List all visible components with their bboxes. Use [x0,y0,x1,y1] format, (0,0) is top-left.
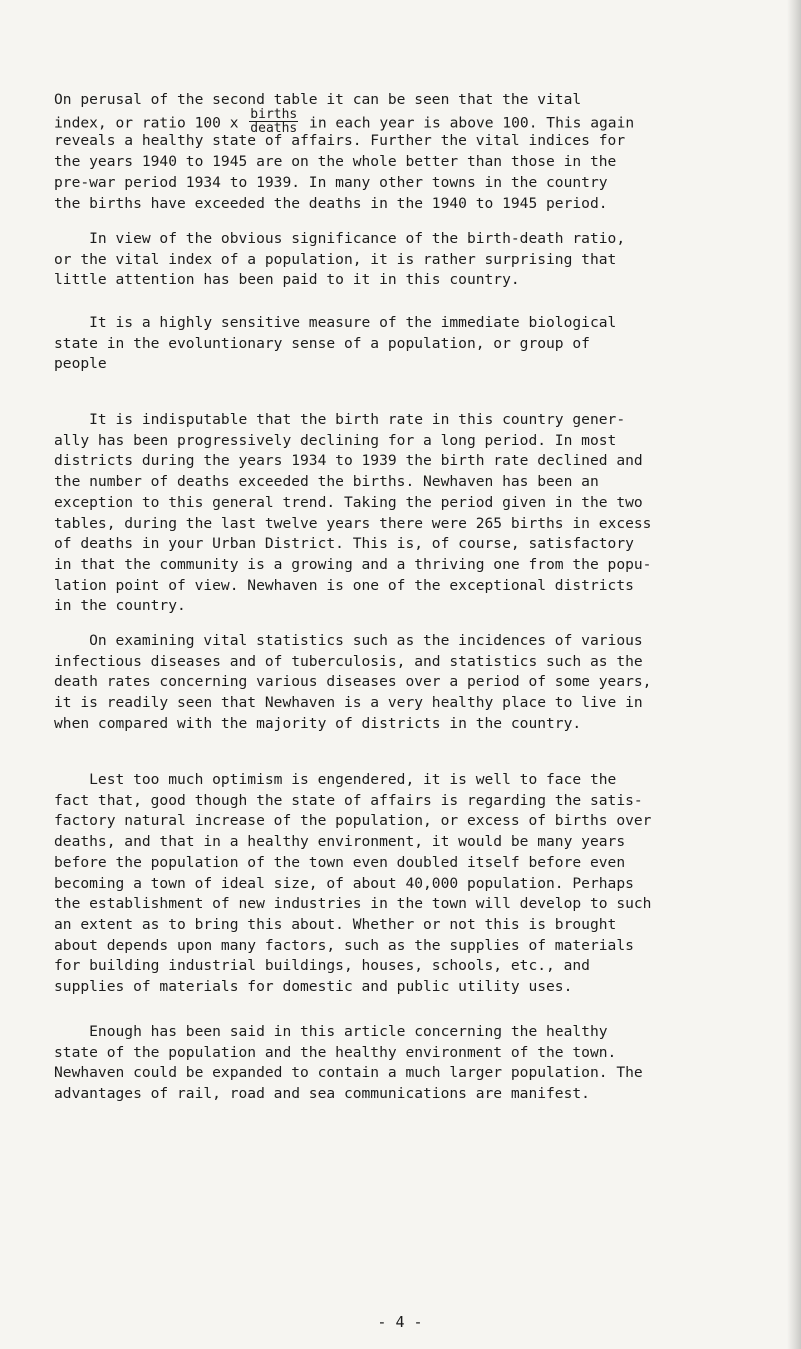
text-line: Lest too much optimism is engendered, it is well to face the [54,771,617,788]
text-line: for building industrial buildings, houses, schools, etc., and [54,957,590,975]
text-line: before the population of the town even doubled itself before even [54,853,626,871]
text-line: the years 1940 to 1945 are on the whole better than those in the [54,153,617,171]
paragraph-birth-rate [54,410,769,617]
text-line: becoming a town of ideal size, of about 40,000 population. Perhaps [54,874,634,892]
text-line: deaths, and that in a healthy environment, it would be many years [54,833,626,851]
text-line: state in the evoluntionary sense of a population, or group of [54,334,590,352]
text-line: tables, during the last twelve years there were 265 births in excess [54,514,652,532]
paragraph-optimism [54,770,769,998]
text-line: supplies of materials for domestic and public utility uses. [54,978,573,996]
text-line: Newhaven could be expanded to contain a much larger population. The [54,1064,643,1082]
paragraph-birth-death-ratio [54,229,769,291]
text-line: lation point of view. Newhaven is one of the exceptional districts [54,576,634,594]
text-line: In view of the obvious significance of the birth-death ratio, [54,230,626,247]
text-line: On examining vital statistics such as the incidences of various [54,632,643,649]
text-line: It is indisputable that the birth rate in this country gener- [54,411,626,428]
text-line: about depends upon many factors, such as the supplies of materials [54,936,634,954]
paragraph-vital-statistics [54,631,769,735]
text-line: fact that, good though the state of affairs is regarding the satis- [54,791,643,809]
text-line: of deaths in your Urban District. This is, of course, satisfactory [54,535,634,553]
text-line: On perusal of the second table it can be seen that the vital [54,91,582,108]
text-line: it is readily seen that Newhaven is a very healthy place to live in [54,694,643,712]
text-line: districts during the years 1934 to 1939 the birth rate declined and [54,452,643,470]
text-line: state of the population and the healthy environment of the town. [54,1043,617,1061]
text-line: little attention has been paid to it in this country. [54,271,520,289]
text-line: Enough has been said in this article concerning the healthy [54,1023,608,1040]
text-fragment: in each year is above 100. This again [300,114,635,132]
text-line: exception to this general trend. Taking the period given in the two [54,493,643,511]
text-line: in the country. [54,597,186,615]
text-line: death rates concerning various diseases over a period of some years, [54,673,652,691]
paragraph-vital-index [54,90,769,214]
text-line: people [54,355,107,373]
fraction-numerator: births [250,106,298,122]
text-line: factory natural increase of the population, or excess of births over [54,812,652,830]
text-line: ally has been progressively declining for a long period. In most [54,431,617,449]
text-line: reveals a healthy state of affairs. Further the vital indices for [54,132,626,150]
text-fragment: index, or ratio 100 x [54,114,248,132]
text-line: the births have exceeded the deaths in the 1940 to 1945 period. [54,194,608,212]
births-deaths-fraction [249,106,298,136]
text-line: the establishment of new industries in the town will develop to such [54,895,652,913]
text-line: It is a highly sensitive measure of the immediate biological [54,314,617,331]
text-line: advantages of rail, road and sea communications are manifest. [54,1085,590,1103]
paragraph-sensitive-measure [54,313,769,375]
text-line: infectious diseases and of tuberculosis, and statistics such as the [54,652,643,670]
text-line: pre-war period 1934 to 1939. In many other towns in the country [54,173,608,191]
text-line: an extent as to bring this about. Whether or not this is brought [54,915,617,933]
page-number: - 4 - [377,1313,423,1331]
fraction-denominator: deaths [250,120,298,136]
text-line: in that the community is a growing and a thriving one from the popu- [54,555,652,573]
text-line: the number of deaths exceeded the births. Newhaven has been an [54,473,599,491]
scan-page-edge [787,0,801,1349]
text-line: or the vital index of a population, it is rather surprising that [54,250,617,268]
formula-line [54,106,769,136]
text-line: when compared with the majority of districts in the country. [54,714,582,732]
paragraph-conclusion [54,1022,769,1105]
